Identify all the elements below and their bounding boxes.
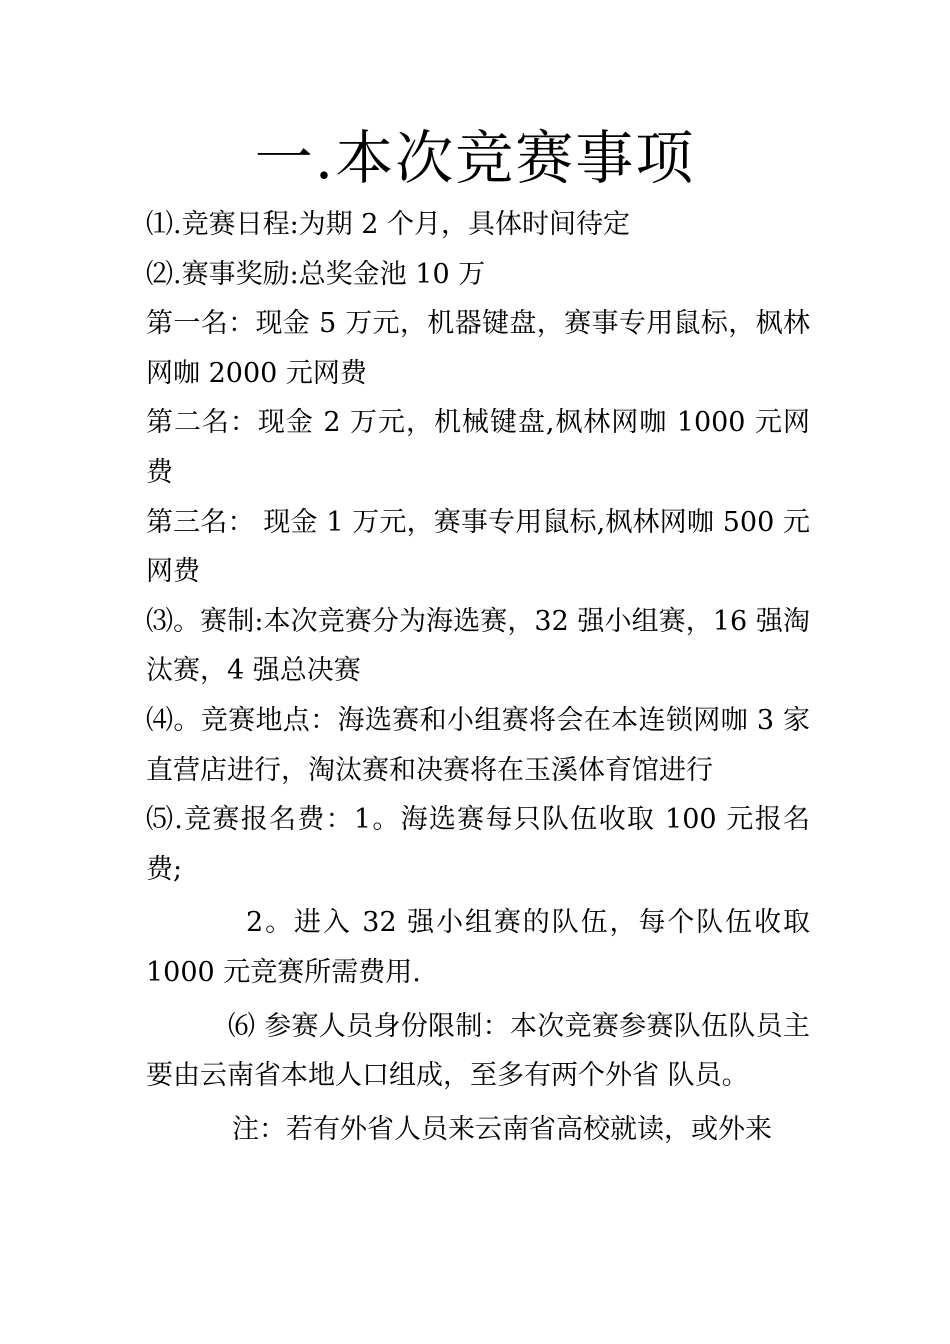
document-title: 一.本次竞赛事项 [254, 124, 696, 192]
paragraph-eligibility: ⑹ 参赛人员身份限制：本次竞赛参赛队伍队员主要由云南省本地人口组成，至多有两个外省 队员。 [146, 1010, 810, 1092]
document-body [146, 200, 810, 1154]
paragraph-group-stage-fee: 2。进入 32 强小组赛的队伍，每个队伍收取 1000 元竞赛所需费用. [146, 907, 810, 988]
paragraph-second-prize: 第二名：现金 2 万元，机械键盘,枫林网咖 1000 元网费 [146, 407, 810, 488]
paragraph-first-prize: 第一名：现金 5 万元，机器键盘，赛事专用鼠标，枫林网咖 2000 元网费 [146, 308, 810, 389]
paragraph-note: 注：若有外省人员来云南省高校就读，或外来 [232, 1113, 772, 1145]
paragraph-schedule: ⑴.竞赛日程:为期 2 个月，具体时间待定 [146, 209, 631, 240]
paragraph-entry-fee: ⑸.竞赛报名费：1。海选赛每只队伍收取 100 元报名费; [146, 804, 810, 885]
paragraph-format: ⑶。赛制:本次竞赛分为海选赛，32 强小组赛，16 强淘汰赛，4 强总决赛 [146, 605, 810, 687]
paragraph-third-prize: 第三名： 现金 1 万元，赛事专用鼠标,枫林网咖 500 元网费 [146, 506, 810, 588]
paragraph-venue: ⑷。竞赛地点：海选赛和小组赛将会在本连锁网咖 3 家直营店进行，淘汰赛和决赛将在玉溪体育馆进行 [146, 704, 810, 786]
paragraph-prize-pool: ⑵.赛事奖励:总奖金池 10 万 [146, 258, 486, 290]
